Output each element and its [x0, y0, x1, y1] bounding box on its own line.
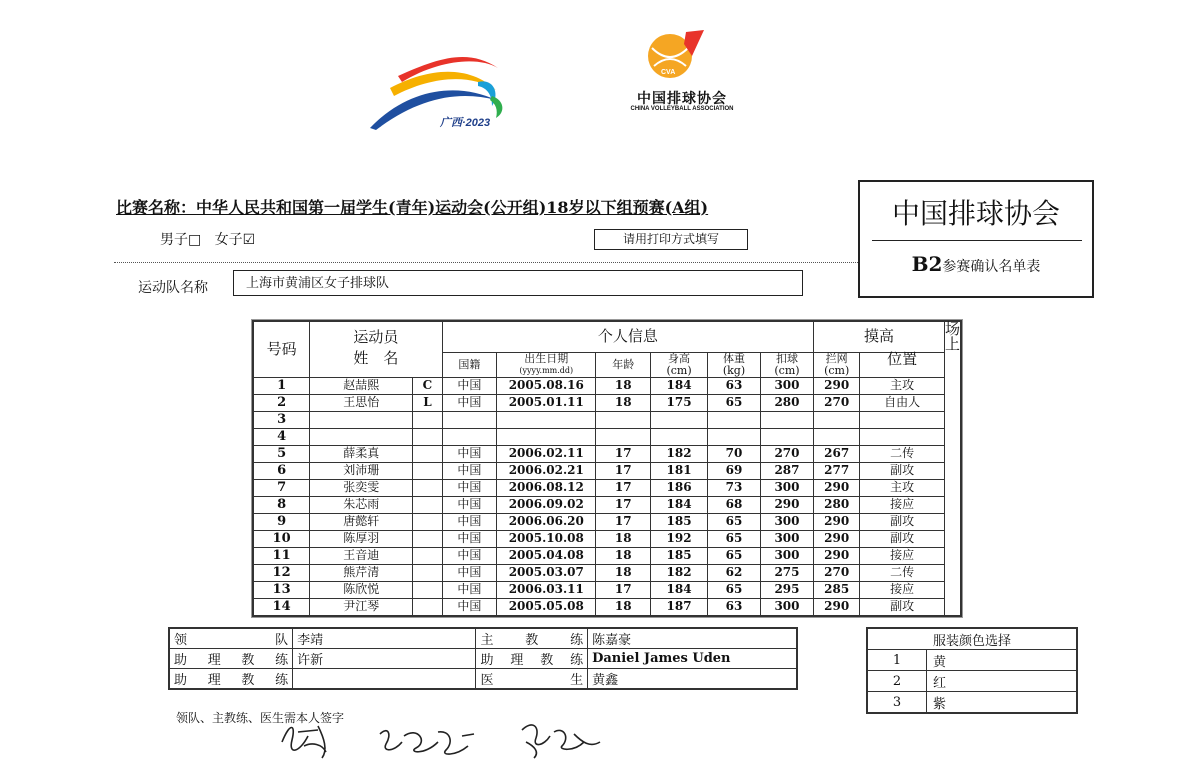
player-weight: 65 [708, 581, 761, 598]
player-spike-reach: 270 [760, 445, 813, 462]
player-position: 副攻 [860, 598, 945, 616]
player-position: 二传 [860, 564, 945, 581]
uniform-option-color: 红 [927, 671, 1077, 692]
player-number: 4 [253, 428, 310, 445]
player-number: 2 [253, 394, 310, 411]
uniform-title: 服装颜色选择 [867, 628, 1077, 650]
player-name [310, 411, 413, 428]
player-row [253, 581, 961, 598]
player-nationality: 中国 [442, 530, 497, 547]
player-name: 陈欣悦 [310, 581, 413, 598]
player-weight: 73 [708, 479, 761, 496]
player-age: 18 [596, 564, 651, 581]
player-number: 14 [253, 598, 310, 616]
player-name: 薛柔真 [310, 445, 413, 462]
assistant-coach-label: 助理教练 [169, 669, 293, 690]
player-weight [708, 411, 761, 428]
player-birthdate: 2005.10.08 [497, 530, 596, 547]
header-athlete: 运动员 [310, 321, 442, 352]
player-number: 9 [253, 513, 310, 530]
player-birthdate: 2006.03.11 [497, 581, 596, 598]
header-age: 年龄 [596, 352, 651, 377]
player-nationality: 中国 [442, 598, 497, 616]
player-age: 18 [596, 394, 651, 411]
player-name: 张奕雯 [310, 479, 413, 496]
player-height: 187 [651, 598, 708, 616]
staff-row [169, 649, 797, 669]
player-nationality: 中国 [442, 564, 497, 581]
header-height-label: 身高 [668, 351, 691, 365]
player-number: 12 [253, 564, 310, 581]
player-name: 唐懿轩 [310, 513, 413, 530]
player-role-flag [413, 428, 442, 445]
match-label: 比赛名称： [116, 198, 197, 217]
player-number: 3 [253, 411, 310, 428]
doctor-label: 医生 [476, 669, 588, 690]
player-position: 主攻 [860, 377, 945, 394]
player-nationality: 中国 [442, 394, 497, 411]
assistant-coach-name: 许新 [293, 649, 476, 669]
header-birth-format: (yyyy.mm.dd) [519, 365, 574, 375]
team-name-field: 上海市黄浦区女子排球队 [233, 270, 803, 296]
player-birthdate: 2005.08.16 [497, 377, 596, 394]
player-row [253, 394, 961, 411]
cva-badge-text: CVA [661, 69, 676, 76]
player-age: 17 [596, 513, 651, 530]
player-block-reach: 277 [814, 462, 860, 479]
header-block-unit: (cm) [824, 363, 850, 377]
player-block-reach: 290 [814, 598, 860, 616]
player-spike-reach: 290 [760, 496, 813, 513]
player-name: 赵喆熙 [310, 377, 413, 394]
player-spike-reach: 300 [760, 479, 813, 496]
player-height: 186 [651, 479, 708, 496]
player-nationality [442, 411, 497, 428]
form-code: B2 [911, 252, 943, 276]
player-position [860, 411, 945, 428]
player-name: 熊芹清 [310, 564, 413, 581]
player-height: 182 [651, 445, 708, 462]
uniform-option-color: 紫 [927, 692, 1077, 714]
leader-name: 李靖 [293, 628, 476, 649]
gender-female: 女子☑ [214, 232, 256, 248]
header-birth-label: 出生日期 [524, 351, 569, 365]
player-height [651, 428, 708, 445]
player-row [253, 513, 961, 530]
assistant-coach-name: Daniel James Uden [588, 649, 797, 669]
player-age: 17 [596, 462, 651, 479]
player-row [253, 411, 961, 428]
player-age: 17 [596, 445, 651, 462]
assistant-coach-label: 助理教练 [169, 649, 293, 669]
player-birthdate: 2005.01.11 [497, 394, 596, 411]
player-block-reach [814, 428, 860, 445]
player-height [651, 411, 708, 428]
player-row [253, 598, 961, 616]
doctor-name: 黄鑫 [588, 669, 797, 690]
player-row [253, 445, 961, 462]
player-birthdate: 2006.02.21 [497, 462, 596, 479]
player-nationality: 中国 [442, 547, 497, 564]
player-block-reach: 267 [814, 445, 860, 462]
player-spike-reach: 275 [760, 564, 813, 581]
uniform-option-number: 3 [867, 692, 927, 714]
player-block-reach [814, 411, 860, 428]
player-spike-reach: 300 [760, 530, 813, 547]
form-title: 参赛确认名单表 [942, 259, 1041, 275]
player-block-reach: 290 [814, 530, 860, 547]
player-role-flag [413, 479, 442, 496]
player-position: 副攻 [860, 530, 945, 547]
match-name-line [116, 195, 708, 218]
uniform-option-number: 1 [867, 650, 927, 671]
player-position: 副攻 [860, 462, 945, 479]
player-spike-reach: 300 [760, 598, 813, 616]
player-role-flag [413, 411, 442, 428]
header-position: 场上 [944, 320, 960, 353]
player-nationality: 中国 [442, 513, 497, 530]
player-position: 二传 [860, 445, 945, 462]
player-number: 1 [253, 377, 310, 394]
player-block-reach: 270 [814, 564, 860, 581]
player-height: 192 [651, 530, 708, 547]
player-name: 刘沛珊 [310, 462, 413, 479]
player-nationality: 中国 [442, 581, 497, 598]
team-label: 运动队名称 [138, 280, 208, 296]
player-row [253, 428, 961, 445]
header-weight-label: 体重 [722, 351, 745, 365]
player-row [253, 377, 961, 394]
cva-name-cn: 中国排球协会 [637, 91, 727, 107]
player-spike-reach [760, 428, 813, 445]
leader-label: 领队 [169, 628, 293, 649]
match-name: 中华人民共和国第一届学生(青年)运动会(公开组)18岁以下组预赛(A组) [196, 198, 709, 217]
handwritten-signatures [278, 712, 608, 762]
player-weight: 63 [708, 598, 761, 616]
player-nationality: 中国 [442, 377, 497, 394]
player-age [596, 428, 651, 445]
roster-header-row-1 [253, 321, 961, 352]
player-weight: 68 [708, 496, 761, 513]
player-number: 5 [253, 445, 310, 462]
player-age: 18 [596, 377, 651, 394]
assistant-coach-name [293, 669, 476, 690]
header-weight [708, 352, 761, 377]
header-personal-info: 个人信息 [442, 321, 813, 352]
player-weight: 63 [708, 377, 761, 394]
player-block-reach: 270 [814, 394, 860, 411]
uniform-option [867, 650, 1077, 671]
player-role-flag [413, 564, 442, 581]
player-age: 17 [596, 581, 651, 598]
player-position: 接应 [860, 581, 945, 598]
player-age [596, 411, 651, 428]
head-coach-name: 陈嘉豪 [588, 628, 797, 649]
player-birthdate: 2006.02.11 [497, 445, 596, 462]
player-number: 13 [253, 581, 310, 598]
header-position-2: 位置 [860, 352, 945, 377]
roster-table [252, 320, 962, 617]
player-role-flag: L [413, 394, 442, 411]
gender-male: 男子□ [160, 232, 202, 248]
header-block [814, 352, 860, 377]
player-name: 王音迪 [310, 547, 413, 564]
header-weight-unit: (kg) [722, 363, 746, 377]
player-height: 181 [651, 462, 708, 479]
player-block-reach: 290 [814, 513, 860, 530]
player-nationality [442, 428, 497, 445]
association-title: 中国排球协会 [891, 197, 1060, 230]
player-birthdate: 2006.09.02 [497, 496, 596, 513]
player-role-flag [413, 462, 442, 479]
player-number: 11 [253, 547, 310, 564]
player-weight: 65 [708, 547, 761, 564]
player-spike-reach: 300 [760, 547, 813, 564]
player-spike-reach: 300 [760, 513, 813, 530]
header-number: 号码 [253, 321, 310, 377]
player-height: 182 [651, 564, 708, 581]
player-block-reach: 290 [814, 547, 860, 564]
header-name: 姓 名 [310, 352, 442, 377]
player-weight: 65 [708, 394, 761, 411]
header-height [651, 352, 708, 377]
header-birth [497, 352, 596, 377]
player-weight: 65 [708, 530, 761, 547]
player-position: 接应 [860, 496, 945, 513]
staff-row [169, 628, 797, 649]
player-height: 184 [651, 496, 708, 513]
player-block-reach: 280 [814, 496, 860, 513]
player-nationality: 中国 [442, 479, 497, 496]
player-weight [708, 428, 761, 445]
player-position [860, 428, 945, 445]
player-row [253, 530, 961, 547]
player-birthdate: 2005.04.08 [497, 547, 596, 564]
player-age: 17 [596, 496, 651, 513]
roster-header-row-2 [253, 352, 961, 377]
player-row [253, 564, 961, 581]
header-block-label: 拦网 [825, 351, 848, 365]
player-role-flag: C [413, 377, 442, 394]
player-weight: 69 [708, 462, 761, 479]
player-number: 8 [253, 496, 310, 513]
dotted-divider [114, 262, 858, 263]
player-spike-reach: 295 [760, 581, 813, 598]
player-nationality: 中国 [442, 462, 497, 479]
player-weight: 70 [708, 445, 761, 462]
player-age: 18 [596, 530, 651, 547]
player-role-flag [413, 598, 442, 616]
player-name: 朱芯雨 [310, 496, 413, 513]
uniform-title-row [867, 628, 1077, 650]
player-block-reach: 285 [814, 581, 860, 598]
player-spike-reach: 280 [760, 394, 813, 411]
head-coach-label: 主教练 [476, 628, 588, 649]
cva-name-en: CHINA VOLLEYBALL ASSOCIATION [630, 106, 734, 112]
association-rule [872, 240, 1082, 241]
player-height: 175 [651, 394, 708, 411]
header-spike-unit: (cm) [774, 363, 800, 377]
player-row [253, 462, 961, 479]
player-nationality: 中国 [442, 445, 497, 462]
player-role-flag [413, 445, 442, 462]
header-spike-label: 扣球 [775, 351, 798, 365]
staff-row [169, 669, 797, 690]
player-role-flag [413, 530, 442, 547]
player-age: 18 [596, 547, 651, 564]
player-weight: 65 [708, 513, 761, 530]
player-height: 184 [651, 377, 708, 394]
player-row [253, 479, 961, 496]
uniform-color-table [866, 627, 1078, 714]
uniform-option [867, 692, 1077, 714]
player-number: 6 [253, 462, 310, 479]
player-spike-reach [760, 411, 813, 428]
player-birthdate [497, 411, 596, 428]
player-height: 185 [651, 547, 708, 564]
uniform-option-number: 2 [867, 671, 927, 692]
player-name: 陈厚羽 [310, 530, 413, 547]
staff-table [168, 627, 798, 690]
header-reach: 摸高 [814, 321, 945, 352]
player-row [253, 496, 961, 513]
player-role-flag [413, 496, 442, 513]
header-nationality: 国籍 [442, 352, 497, 377]
print-note: 请用打印方式填写 [594, 229, 748, 250]
player-weight: 62 [708, 564, 761, 581]
player-block-reach: 290 [814, 377, 860, 394]
player-role-flag [413, 513, 442, 530]
uniform-option [867, 671, 1077, 692]
player-height: 185 [651, 513, 708, 530]
player-nationality: 中国 [442, 496, 497, 513]
player-position: 接应 [860, 547, 945, 564]
player-age: 17 [596, 479, 651, 496]
player-number: 10 [253, 530, 310, 547]
player-birthdate: 2005.05.08 [497, 598, 596, 616]
signature-note: 领队、主教练、医生需本人签字 [176, 711, 345, 725]
player-row [253, 547, 961, 564]
player-block-reach: 290 [814, 479, 860, 496]
player-birthdate [497, 428, 596, 445]
player-height: 184 [651, 581, 708, 598]
player-name: 王思怡 [310, 394, 413, 411]
games-logo-year: 广西·2023 [440, 117, 491, 129]
uniform-option-color: 黄 [927, 650, 1077, 671]
player-birthdate: 2006.06.20 [497, 513, 596, 530]
header-spike [760, 352, 813, 377]
player-role-flag [413, 581, 442, 598]
player-spike-reach: 287 [760, 462, 813, 479]
player-birthdate: 2005.03.07 [497, 564, 596, 581]
header-height-unit: (cm) [666, 363, 692, 377]
player-name [310, 428, 413, 445]
player-position: 副攻 [860, 513, 945, 530]
player-role-flag [413, 547, 442, 564]
player-number: 7 [253, 479, 310, 496]
player-position: 自由人 [860, 394, 945, 411]
player-spike-reach: 300 [760, 377, 813, 394]
gender-select [160, 229, 255, 249]
player-age: 18 [596, 598, 651, 616]
player-name: 尹江琴 [310, 598, 413, 616]
player-birthdate: 2006.08.12 [497, 479, 596, 496]
assistant-coach-label: 助理教练 [476, 649, 588, 669]
roster-body [253, 377, 961, 616]
player-position: 主攻 [860, 479, 945, 496]
form-name [868, 252, 1084, 276]
